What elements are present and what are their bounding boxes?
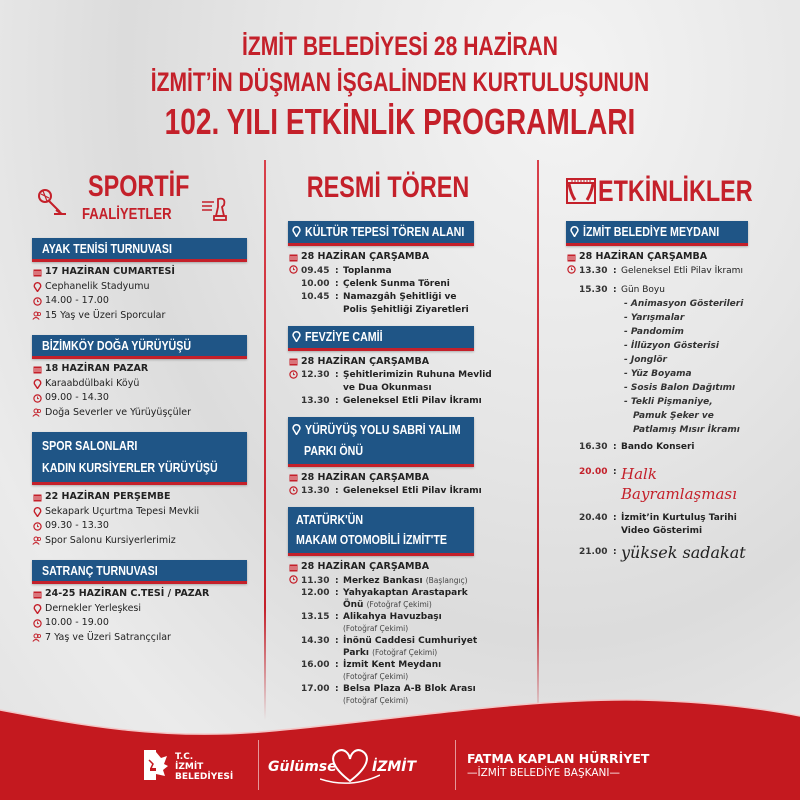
audience-text: 15 Yaş ve Üzeri Sporcular: [45, 309, 166, 321]
separator: :: [335, 683, 339, 694]
section-title-line2: PARKI ÖNÜ: [304, 442, 364, 458]
resmi-toren-column: [288, 168, 518, 707]
time-text: 09.00 - 14.30: [45, 392, 109, 403]
event-date: [32, 265, 247, 280]
section-title-bar: [32, 335, 247, 359]
item-desc: Belsa Plaza A-B Blok Arası: [343, 683, 476, 694]
chess-pawn-icon: [200, 194, 230, 228]
footer-divider: [455, 740, 456, 790]
gulumse-izmit-slogan: [268, 753, 448, 787]
calendar-icon: [32, 267, 42, 277]
slogan-gulumse: Gülümse: [268, 759, 337, 775]
separator: :: [613, 546, 617, 557]
schedule-list: [288, 369, 518, 408]
calendar-icon: [288, 357, 298, 367]
clock-icon: [32, 393, 42, 403]
activity-item: - Yüz Boyama: [624, 368, 692, 379]
gun-boyu-list: [566, 297, 786, 437]
separator: :: [335, 635, 339, 646]
clock-icon: [288, 369, 298, 379]
event-location: [32, 377, 247, 392]
event-audience: [32, 406, 247, 421]
sport-event-satranc: [32, 560, 247, 645]
item-desc: Yahyakaptan Arastapark Önü: [343, 587, 468, 610]
people-icon: [32, 408, 42, 418]
location-pin-icon: [32, 507, 42, 517]
clock-icon: [288, 485, 298, 495]
etkinlikler-column: [566, 168, 786, 562]
separator: :: [335, 278, 339, 289]
schedule-item: [566, 284, 786, 297]
item-time: 20.40: [579, 512, 608, 523]
date-text: 28 HAZİRAN ÇARŞAMBA: [579, 251, 708, 263]
sportif-header: [32, 168, 247, 234]
item-note: (Başlangıç): [425, 575, 468, 585]
ceremony-makam-otomobili: [288, 507, 518, 707]
audience-text: Spor Salonu Kursiyerlerimiz: [45, 534, 176, 546]
schedule-item: [288, 611, 518, 635]
location-pin-icon: [292, 421, 301, 441]
section-title-bar: [288, 417, 474, 467]
section-title: KÜLTÜR TEPESİ TÖREN ALANI: [304, 224, 464, 239]
event-date: [32, 362, 247, 377]
schedule-item: [288, 265, 518, 278]
schedule-item: [566, 441, 786, 454]
location-pin-icon: [32, 604, 42, 614]
sportif-heading-line2: FAALİYETLER: [82, 206, 172, 223]
activity-item: - Pandomim: [624, 326, 684, 337]
audience-text: Doğa Severler ve Yürüyüşçüler: [45, 406, 192, 418]
schedule-item: [288, 369, 518, 395]
event-date: [32, 587, 247, 602]
mayor-title: —İZMİT BELEDİYE BAŞKANI—: [467, 767, 620, 779]
item-desc: Namazgâh Şehitliği ve Polis Şehitliği Ziyaretleri: [343, 291, 469, 315]
clock-icon: [566, 265, 576, 275]
etkinlikler-header: [566, 168, 786, 218]
date-text: 18 HAZİRAN PAZAR: [45, 363, 149, 374]
event-date: [288, 560, 518, 575]
logo-text-belediyesi: BELEDİYESİ: [175, 772, 234, 782]
title-line-1: İZMİT BELEDİYESİ 28 HAZİRAN: [242, 31, 558, 61]
item-note: (Fotoğraf Çekimi): [372, 647, 438, 657]
separator: :: [335, 396, 339, 407]
separator: :: [335, 291, 339, 302]
calendar-icon: [288, 562, 298, 572]
slogan-izmit: İZMİT: [372, 759, 417, 775]
event-audience: [32, 631, 247, 646]
event-time: [32, 391, 247, 406]
section-title-bar: [32, 432, 247, 485]
sport-event-doga-yuruyusu: [32, 335, 247, 420]
sportif-column: [32, 168, 247, 645]
item-time: 16.30: [579, 441, 608, 452]
event-audience: [32, 534, 247, 549]
clock-icon: [32, 296, 42, 306]
time-text: 09.30 - 13.30: [45, 520, 109, 531]
schedule-item: [566, 512, 786, 538]
title-line-2: İZMİT’İN DÜŞMAN İŞGALİNDEN KURTULUŞUNUN: [150, 67, 650, 97]
item-desc: İnönü Caddesi Cumhuriyet Parkı: [343, 635, 478, 658]
audience-text: 7 Yaş ve Üzeri Satranççılar: [45, 631, 171, 643]
ceremony-fevziye-camii: [288, 326, 518, 409]
izmit-belediyesi-logo: [143, 748, 233, 786]
separator: :: [613, 512, 617, 523]
time-text: 10.00 - 19.00: [45, 617, 109, 628]
location-text: Dernekler Yerleşkesi: [45, 602, 141, 614]
event-time: [32, 294, 247, 309]
item-time: 21.00: [579, 546, 608, 557]
column-divider-left: [264, 160, 266, 720]
event-audience: [32, 309, 247, 324]
item-desc: Çelenk Sunma Töreni: [343, 278, 450, 289]
schedule-list: [566, 265, 786, 562]
separator: :: [335, 370, 339, 381]
separator: :: [613, 265, 617, 276]
separator: :: [613, 284, 617, 295]
item-note: (Fotoğraf Çekimi): [343, 671, 409, 681]
date-text: 28 HAZİRAN ÇARŞAMBA: [301, 561, 430, 573]
section-title-line1: SPOR SALONLARI: [42, 438, 138, 453]
event-date: [288, 250, 518, 265]
schedule-item: [288, 659, 518, 683]
item-time: 17.00: [301, 683, 330, 694]
schedule-item: [288, 291, 518, 317]
item-desc: Merkez Bankası: [343, 575, 423, 586]
schedule-list: [288, 485, 518, 498]
section-title-line2: KADIN KURSİYERLER YÜRÜYÜŞÜ: [42, 460, 218, 475]
date-text: 22 HAZİRAN PERŞEMBE: [45, 491, 171, 502]
item-desc: Geleneksel Etli Pilav İkramı: [343, 486, 482, 497]
separator: :: [335, 659, 339, 670]
item-time: 10.00: [301, 278, 330, 289]
etkinlikler-heading: ETKİNLİKLER: [598, 175, 753, 208]
section-title-bar: [566, 221, 748, 246]
item-desc: Bando Konseri: [621, 441, 695, 452]
date-text: 17 HAZİRAN CUMARTESİ: [45, 266, 175, 277]
schedule-list: [288, 265, 518, 317]
item-time: 13.15: [301, 611, 330, 622]
separator: :: [335, 265, 339, 276]
item-time: 13.30: [579, 265, 608, 276]
logo-text-izmit: İZMİT: [175, 762, 204, 772]
item-time: 11.30: [301, 575, 330, 586]
item-desc: Geleneksel Etli Pilav İkramı: [343, 396, 482, 407]
column-divider-right: [537, 160, 539, 720]
schedule-item: [288, 635, 518, 659]
calendar-icon: [32, 364, 42, 374]
location-text: Sekapark Uçurtma Tepesi Mevkii: [45, 505, 200, 517]
separator: :: [335, 587, 339, 598]
schedule-item: [566, 265, 786, 278]
calendar-icon: [32, 589, 42, 599]
activity-item: - Jonglör: [624, 354, 667, 365]
location-pin-icon: [32, 379, 42, 389]
mayor-name: FATMA KAPLAN HÜRRİYET: [467, 751, 650, 766]
item-desc: Alikahya Havuzbaşı: [343, 611, 442, 622]
footer-divider: [258, 740, 259, 790]
people-icon: [32, 633, 42, 643]
schedule-item: [288, 485, 518, 498]
clock-icon: [32, 618, 42, 628]
event-date: [566, 250, 786, 265]
clock-icon: [288, 575, 298, 585]
event-date: [32, 490, 247, 505]
location-pin-icon: [292, 225, 301, 240]
sportif-heading-line1: SPORTİF: [88, 170, 190, 203]
date-text: 28 HAZİRAN ÇARŞAMBA: [301, 355, 430, 367]
section-title-line2: MAKAM OTOMOBİLİ İZMİT'TE: [296, 532, 447, 548]
section-title: AYAK TENİSİ TURNUVASI: [42, 241, 172, 256]
item-desc: İzmit’in Kurtuluş Tarihi Video Gösterimi: [621, 512, 737, 536]
location-pin-icon: [32, 282, 42, 292]
location-text: Karaabdülbaki Köyü: [45, 377, 140, 389]
section-title-line1: YÜRÜYÜŞ YOLU SABRİ YALIM: [304, 422, 461, 438]
item-desc: Toplanma: [343, 265, 392, 276]
activity-item: - Yarışmalar: [624, 312, 685, 323]
event-location: [32, 602, 247, 617]
event-date: [288, 355, 518, 370]
activity-item: - Tekli Pişmaniye,: [624, 396, 713, 407]
activity-item: Patlamış Mısır İkramı: [633, 424, 740, 435]
section-title-bar: [288, 326, 474, 351]
footer: [0, 735, 800, 800]
item-time: 13.30: [301, 396, 330, 407]
date-text: 28 HAZİRAN ÇARŞAMBA: [301, 471, 430, 483]
item-desc: Gün Boyu: [621, 284, 665, 295]
item-time: 09.45: [301, 265, 330, 276]
separator: :: [335, 486, 339, 497]
schedule-item: [288, 587, 518, 611]
football-icon: [36, 188, 70, 222]
activity-item: - Sosis Balon Dağıtımı: [624, 382, 736, 393]
separator: :: [335, 575, 339, 586]
section-title-bar: [288, 507, 474, 556]
item-desc: Şehitlerimizin Ruhuna Mevlid ve Dua Okunması: [343, 370, 492, 394]
section-title: BİZİMKÖY DOĞA YÜRÜYÜŞÜ: [42, 338, 192, 353]
schedule-item: [566, 542, 786, 562]
item-desc: yüksek sadakat: [621, 542, 746, 562]
calendar-icon: [566, 252, 576, 262]
item-note: (Fotoğraf Çekimi): [343, 695, 409, 705]
clock-icon: [32, 521, 42, 531]
event-location: [32, 505, 247, 520]
calendar-icon: [288, 252, 298, 262]
section-title: İZMİT BELEDİYE MEYDANI: [582, 224, 719, 239]
section-title-bar: [32, 238, 247, 262]
activity-item: - İllüzyon Gösterisi: [624, 340, 719, 351]
section-title: SATRANÇ TURNUVASI: [42, 563, 158, 578]
location-pin-icon: [292, 330, 301, 345]
sport-event-ayak-tenisi: [32, 238, 247, 323]
schedule-item: [288, 575, 518, 587]
schedule-item: [288, 395, 518, 408]
event-date: [288, 471, 518, 486]
item-note: (Fotoğraf Çekimi): [366, 599, 432, 609]
section-title-bar: [288, 221, 474, 246]
section-title-bar: [32, 560, 247, 584]
poster-title: [0, 28, 800, 144]
ceremony-kultur-tepesi: [288, 221, 518, 317]
section-title-line1: ATATÜRK'ÜN: [296, 512, 364, 528]
people-icon: [32, 311, 42, 321]
title-line-3: 102. YILI ETKİNLİK PROGRAMLARI: [164, 101, 636, 142]
item-desc: Halk Bayramlaşması: [621, 464, 737, 503]
date-text: 24-25 HAZİRAN C.TESİ / PAZAR: [45, 588, 210, 599]
event-time: [32, 519, 247, 534]
mayor-signature: [467, 751, 649, 780]
people-icon: [32, 536, 42, 546]
schedule-item: [566, 464, 786, 504]
location-text: Cephanelik Stadyumu: [45, 280, 150, 292]
separator: :: [613, 466, 617, 477]
clock-icon: [288, 265, 298, 275]
stage-curtain-icon: [566, 178, 596, 208]
item-desc: Geleneksel Etli Pilav İkramı: [621, 265, 743, 276]
separator: :: [613, 441, 617, 452]
time-text: 14.00 - 17.00: [45, 295, 109, 306]
maple-leaf-logo-icon: [143, 748, 169, 786]
ceremony-yuruyus-yolu: [288, 417, 518, 498]
event-time: [32, 616, 247, 631]
schedule-list: [288, 575, 518, 707]
activity-item: - Animasyon Gösterileri: [624, 298, 744, 309]
item-time: 13.30: [301, 486, 330, 497]
item-time: 15.30: [579, 284, 608, 295]
activity-item: Pamuk Şeker ve: [633, 410, 714, 421]
logo-text-tc: T.C.: [175, 752, 194, 762]
sport-event-kadin-kursiyerler: [32, 432, 247, 548]
calendar-icon: [288, 473, 298, 483]
resmi-toren-heading: RESMİ TÖREN: [306, 171, 470, 204]
location-pin-icon: [570, 225, 579, 240]
item-time: 12.30: [301, 370, 330, 381]
item-time: 14.30: [301, 635, 330, 646]
item-time: 16.00: [301, 659, 330, 670]
schedule-item: [288, 278, 518, 291]
item-note: (Fotoğraf Çekimi): [343, 623, 409, 633]
item-desc: İzmit Kent Meydanı: [343, 659, 442, 670]
section-title: FEVZİYE CAMİİ: [304, 328, 383, 344]
calendar-icon: [32, 492, 42, 502]
item-time: 10.45: [301, 291, 330, 302]
event-location: [32, 280, 247, 295]
item-time: 12.00: [301, 587, 330, 598]
separator: :: [335, 611, 339, 622]
item-time: 20.00: [579, 466, 608, 477]
date-text: 28 HAZİRAN ÇARŞAMBA: [301, 251, 430, 263]
